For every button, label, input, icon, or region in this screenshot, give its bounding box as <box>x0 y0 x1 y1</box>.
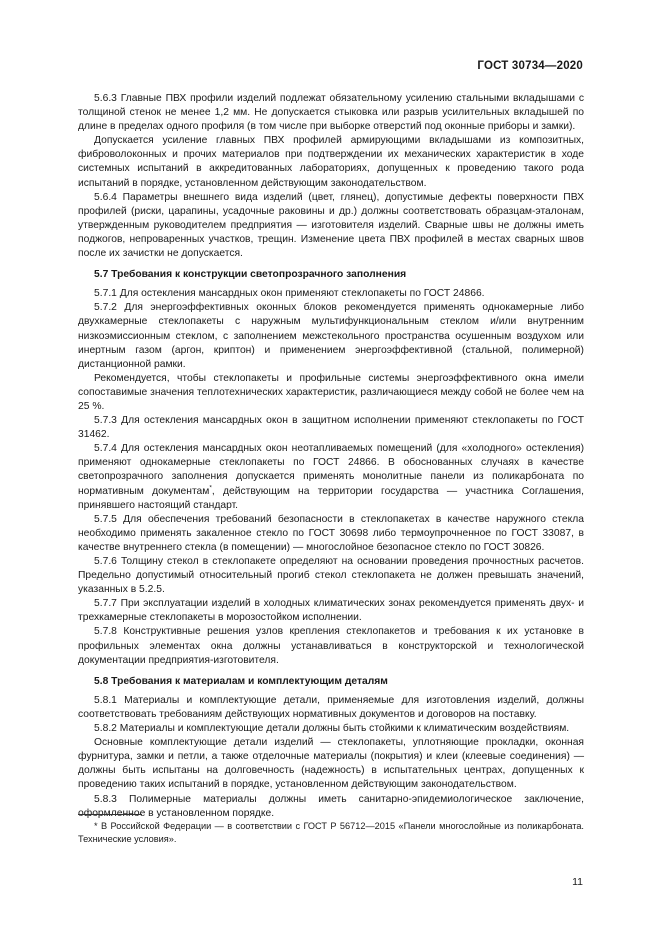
footnote: * В Российской Федерации — в соответствии с ГОСТ Р 56712—2015 «Панели многослойные из поликарбоната. Технические условия». <box>78 821 584 844</box>
paragraph-5-8-1: 5.8.1 Материалы и комплектующие детали, применяемые для изготовления изделий, должны соответствовать требованиям действующих нормативных документов и договоров на поставку. <box>78 694 584 720</box>
paragraph: Основные комплектующие детали изделий — стеклопакеты, уплотняющие прокладки, оконная фурнитура, замки и петли, а также отделочные материалы (покрытия) и клеи (клеевые соединения) — должны быть испытаны на долговечность (надежность) в испытательных центрах, допущенных к проведению таких испытаний в порядке, установленном действующим законодательством. <box>78 737 584 791</box>
paragraph: Допускается усиление главных ПВХ профилей армирующими вкладышами из композитных, фиброволоконных и прочих материалов при подтверждении их механических характеристик в ходе системных испытаний в аккредитованных лабораториях, допущенных к проведению такого рода испытаний в порядке, установленном действующим законодательством. <box>78 135 584 189</box>
section-heading-5-7: 5.7 Требования к конструкции светопрозрачного заполнения <box>94 269 407 281</box>
paragraph-5-8-3: 5.8.3 Полимерные материалы должны иметь санитарно-эпидемиологическое заключение, оформленное в установленном порядке. <box>78 793 584 819</box>
paragraph: Рекомендуется, чтобы стеклопакеты и профильные системы энергоэффективного окна имели сопоставимые значения теплотехнических характеристик, различающиеся между собой не более чем на 25 %. <box>78 372 584 412</box>
section-heading-5-8: 5.8 Требования к материалам и комплектующим деталям <box>94 675 388 687</box>
paragraph-5-8-2: 5.8.2 Материалы и комплектующие детали должны быть стойкими к климатическим воздействиям. <box>94 723 570 735</box>
paragraph-5-7-1: 5.7.1 Для остекления мансардных окон применяют стеклопакеты по ГОСТ 24866. <box>94 288 485 300</box>
footnote-separator <box>78 814 142 815</box>
footnote-marker: * <box>209 484 212 492</box>
paragraph-5-7-6: 5.7.6 Толщину стекол в стеклопакете определяют на основании проведения прочностных расчетов. Предельно допустимый относительный прогиб стекол стеклопакета не должен превышать значений, указанных в 5.2.5. <box>78 556 584 596</box>
paragraph-5-7-4 <box>78 442 584 512</box>
paragraph-5-6-4: 5.6.4 Параметры внешнего вида изделий (цвет, глянец), допустимые дефекты поверхности ПВХ профилей (риски, царапины, усадочные раковины и др.) должны соответствовать образцам-эталонам, утвержденным руководителем предприятия — изготовителя изделий. Сварные швы не должны иметь поджогов, непроваренных участков, трещин. Изменение цвета ПВХ профилей в местах сварных швов после их зачистки не допускается. <box>78 191 584 260</box>
paragraph-5-7-8: 5.7.8 Конструктивные решения узлов крепления стеклопакетов и требования к их установке в профильных элементах окна должны устанавливаться в конструкторской и технологической документации предприятия-изготовителя. <box>78 626 584 666</box>
paragraph-text: 5.7.4 Для остекления мансардных окон неотапливаемых помещений (для «холодного» остекления) применяют однокамерные стеклопакеты по ГОСТ 24866. В обоснованных случаях в качестве светопрозрачного заполнения допускается применять монолитные панели из поликарбоната по нормативным документам <box>78 443 584 497</box>
page-number: 11 <box>572 876 583 888</box>
document-body <box>78 92 584 821</box>
document-code-header: ГОСТ 30734—2020 <box>477 60 583 72</box>
paragraph-5-7-7: 5.7.7 При эксплуатации изделий в холодных климатических зонах рекомендуется применять двух- и трехкамерные стеклопакеты в морозостойком исполнении. <box>78 598 584 624</box>
paragraph-text: , действующим на территории государства — участника Соглашения, принявшего настоящий стандарт. <box>78 485 584 511</box>
paragraph-5-7-5: 5.7.5 Для обеспечения требований безопасности в стеклопакетах в качестве наружного стекла необходимо применять закаленное стекло по ГОСТ 30698 либо термоупрочненное по ГОСТ 33087, в качестве внутреннего стекла (в помещении) — многослойное безопасное стекло по ГОСТ 30826. <box>78 513 584 553</box>
paragraph-5-7-3: 5.7.3 Для остекления мансардных окон в защитном исполнении применяют стеклопакеты по ГОСТ 31462. <box>78 415 584 441</box>
paragraph-5-7-2: 5.7.2 Для энергоэффективных оконных блоков рекомендуется применять однокамерные либо двухкамерные стеклопакеты с наружным мультифункциональным стеклом и/или внутренним низкоэмиссионным стеклом, с заполнением межстекольного пространства осушенным воздухом или инертным газом (аргон, криптон) и применением энергоэффективной (стальной, полимерной) дистанционной рамки. <box>78 302 584 370</box>
paragraph-5-6-3: 5.6.3 Главные ПВХ профили изделий подлежат обязательному усилению стальными вкладышами с толщиной стенок не менее 1,2 мм. Не допускается стыковка или разрыв усилительных вкладышей по длине в пределах одного профиля (в том числе при выборке отверстий под оконные приборы и замки). <box>78 93 584 133</box>
